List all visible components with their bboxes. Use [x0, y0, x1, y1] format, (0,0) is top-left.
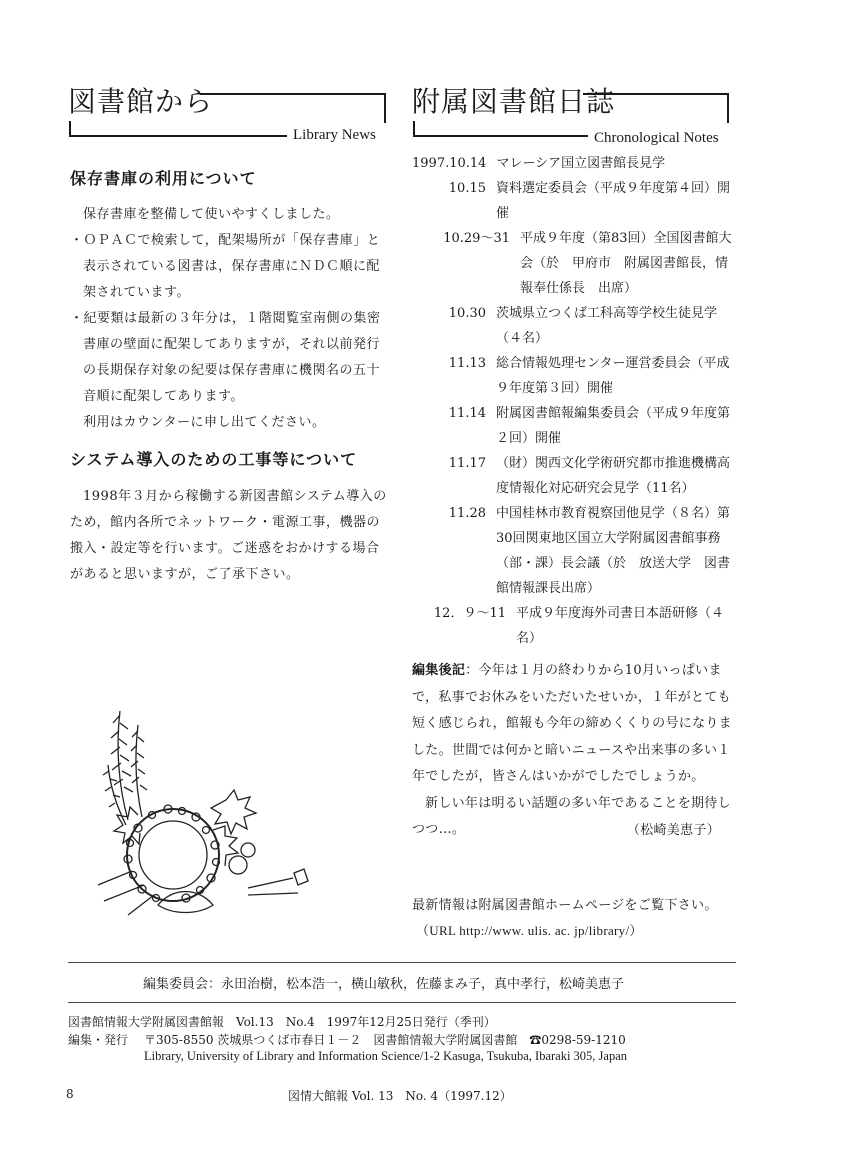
- storage-intro: 保存書庫を整備して使いやすくしました。: [83, 207, 340, 222]
- library-news-frame-bottom: [69, 121, 301, 137]
- editors-note-label: 編集後記: [412, 663, 466, 678]
- storage-bullet-bulletins: ・紀要類は最新の３年分は，１階閲覧室南側の集密書庫の壁面に配架してありますが，それ以前発行の長期保存対象の紀要は保存書庫に機関名の五十音順に配架してあります。: [70, 311, 381, 404]
- running-footer: 図情大館報 Vol. 13 No. 4（1997.12）: [288, 1089, 512, 1103]
- storage-body: [70, 202, 388, 436]
- log-entry: [412, 151, 734, 176]
- library-news-subtitle: Library News: [287, 127, 376, 144]
- log-entry: [412, 301, 734, 351]
- chronological-notes-subtitle: Chronological Notes: [588, 130, 719, 147]
- english-address: Library, University of Library and Information Science/1-2 Kasuga, Tsukuba, Ibaraki 305, Japan: [144, 1049, 628, 1063]
- log-text: 総合情報処理センター運営委員会（平成９年度第３回）開催: [496, 356, 730, 396]
- log-entry: [412, 226, 734, 301]
- log-date: 12．９～11: [433, 606, 506, 621]
- chronological-notes-frame-bottom: [413, 121, 595, 137]
- storage-heading: 保存書庫の利用について: [70, 169, 257, 188]
- log-text: 附属図書館報編集委員会（平成９年度第２回）開催: [496, 406, 731, 446]
- editorial-committee: 編集委員会：永田治樹，松本浩一，横山敏秋，佐藤まみ子，真中孝行，松崎美恵子: [143, 977, 625, 992]
- library-news-frame-top: [200, 93, 386, 123]
- chronological-notes-frame-top: [583, 93, 729, 123]
- log-date: 10.15: [448, 181, 486, 196]
- storage-closing: 利用はカウンターに申し出てください。: [83, 415, 326, 430]
- log-text: 資料選定委員会（平成９年度第４回）開催: [496, 181, 731, 221]
- footer-rule-bottom: [68, 1002, 736, 1003]
- log-entry: [412, 451, 734, 501]
- footer-rule-top: [68, 962, 736, 963]
- log-entry: [412, 501, 734, 601]
- log-entry: [412, 401, 734, 451]
- editor-label: 編集・発行: [68, 1033, 129, 1047]
- page-number: 8: [66, 1087, 74, 1101]
- log-date: 11.13: [448, 356, 486, 371]
- log-text: 茨城県立つくば工科高等学校生徒見学（４名）: [496, 306, 718, 346]
- editors-note-main: [412, 658, 734, 791]
- log-entry: [412, 351, 734, 401]
- log-list: [412, 151, 734, 651]
- web-info: [412, 893, 742, 943]
- log-entry: [412, 176, 734, 226]
- library-news-title: 図書館から: [68, 85, 214, 118]
- log-text: マレーシア国立図書館長見学: [496, 156, 666, 171]
- log-entry: [412, 601, 734, 651]
- editors-note-signature: （松崎美恵子）: [626, 822, 720, 838]
- log-text: （財）関西文化学術研究都市推進機構高度情報化対応研究会見学（11名）: [496, 456, 731, 496]
- log-date: 1997.10.14: [412, 156, 487, 171]
- publication-line: 図書館情報大学附属図書館報 Vol.13 No.4 1997年12月25日発行（季刊）: [68, 1015, 496, 1029]
- wreath-illustration: [98, 705, 310, 920]
- web-info-url[interactable]: （URL http://www. ulis. ac. jp/library/）: [416, 923, 643, 938]
- editor-address: 〒305-8550 茨城県つくば市春日１－２ 図書館情報大学附属図書館 ☎0298-59-1210: [144, 1033, 626, 1047]
- editors-note-second: 新しい年は明るい話題の多い年であることを期待しつつ…。: [412, 795, 731, 837]
- editors-note-body: ：今年は１月の終わりから10月いっぱいまで，私事でお休みをいただいたせいか，１年がとても短く感じられ，館報も今年の締めくくりの号になりました。世間では何かと暗いニュースや出来事の多い１年でしたが，皆さんはいかがでしたでしょうか。: [412, 663, 732, 784]
- system-text: 1998年３月から稼働する新図書館システム導入のため，館内各所でネットワーク・電源工事，機器の搬入・設定等を行います。ご迷惑をおかけする場合があると思いますが，ご了承下さい。: [70, 489, 387, 582]
- log-text: 中国桂林市教育視察団他見学（８名）第30回関東地区国立大学附属図書館事務（部・課）長会議（於 放送大学 図書館情報課長出席）: [496, 506, 731, 596]
- log-text: 平成９年度（第83回）全国図書館大会（於 甲府市 附属図書館長，情報奉仕係長 出席）: [520, 231, 732, 296]
- editors-note: [412, 658, 734, 844]
- storage-bullet-opac: ・ＯＰＡＣで検索して，配架場所が「保存書庫」と表示されている図書は，保存書庫にＮＤＣ順に配架されています。: [70, 233, 381, 300]
- chronological-notes-title: 附属図書館日誌: [412, 85, 616, 118]
- web-info-text: 最新情報は附属図書館ホームページをご覧下さい。: [412, 898, 718, 913]
- log-text: 平成９年度海外司書日本語研修（４名）: [516, 606, 725, 646]
- log-date: 10.30: [448, 306, 486, 321]
- log-date: 11.28: [448, 506, 486, 521]
- log-date: 10.29～31: [443, 231, 510, 246]
- system-body: [70, 484, 388, 588]
- system-heading: システム導入のための工事等について: [70, 450, 358, 469]
- log-date: 11.14: [448, 406, 486, 421]
- log-date: 11.17: [448, 456, 486, 471]
